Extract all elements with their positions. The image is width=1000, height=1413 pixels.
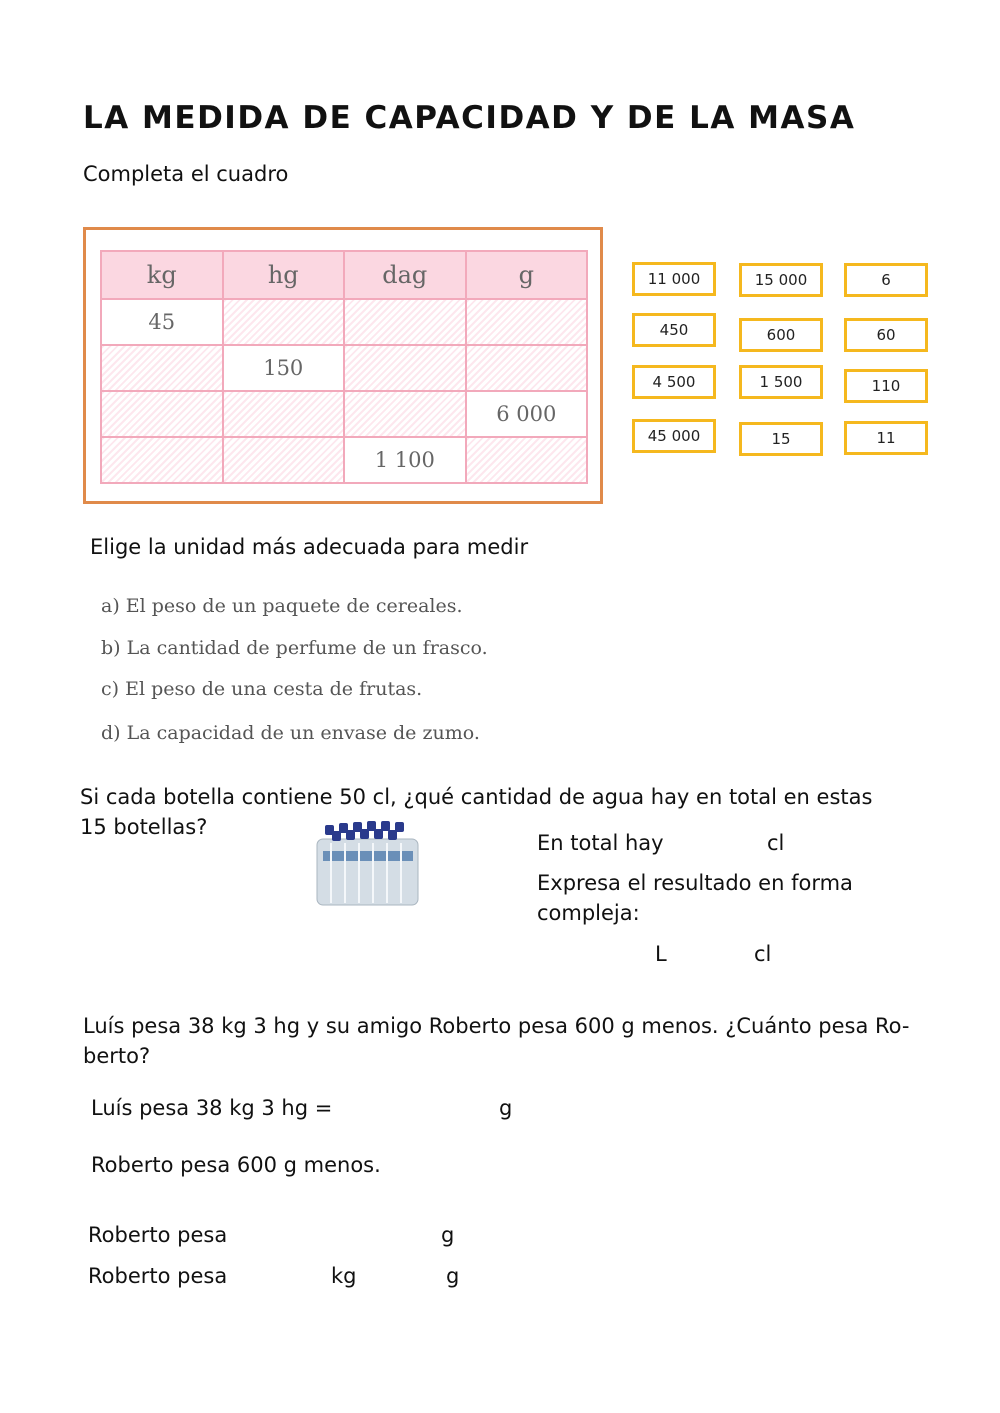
table-drop-cell[interactable] (223, 391, 345, 437)
roberto-weight-unit-kg: kg (331, 1264, 357, 1288)
bottles-question-line2: 15 botellas? (80, 815, 208, 839)
roberto-weight-label-1: Roberto pesa (88, 1223, 228, 1247)
table-cell: 45 (101, 299, 223, 345)
roberto-less-label: Roberto pesa 600 g menos. (91, 1153, 381, 1177)
header-dag: dag (344, 251, 466, 299)
list-item: c) El peso de una cesta de frutas. (101, 678, 423, 700)
luis-weight-unit: g (499, 1096, 513, 1120)
mass-units-table (100, 250, 588, 484)
weight-question-line1: Luís pesa 38 kg 3 hg y su amigo Roberto pesa 600 g menos. ¿Cuánto pesa Ro- (83, 1014, 910, 1038)
table-drop-cell[interactable] (101, 437, 223, 483)
total-unit-cl: cl (767, 831, 785, 855)
table-drop-cell[interactable] (101, 391, 223, 437)
table-drop-cell[interactable] (223, 437, 345, 483)
answer-chip[interactable]: 45 000 (632, 419, 716, 453)
answer-chip[interactable]: 11 000 (632, 262, 716, 296)
header-hg: hg (223, 251, 345, 299)
answer-chip[interactable]: 1 500 (739, 365, 823, 399)
answer-chip[interactable]: 60 (844, 318, 928, 352)
instruction-choose-unit: Elige la unidad más adecuada para medir (90, 535, 529, 559)
unit-l: L (655, 942, 667, 966)
table-cell: 6 000 (466, 391, 588, 437)
unit-cl: cl (754, 942, 772, 966)
roberto-weight-label-2: Roberto pesa (88, 1264, 228, 1288)
header-kg: kg (101, 251, 223, 299)
weight-question-line2: berto? (83, 1044, 151, 1068)
table-row (101, 391, 587, 437)
answer-chip[interactable]: 450 (632, 313, 716, 347)
water-bottle-pack-icon (315, 817, 420, 909)
list-item: a) El peso de un paquete de cereales. (101, 595, 463, 617)
list-item: b) La cantidad de perfume de un frasco. (101, 637, 488, 659)
luis-weight-label: Luís pesa 38 kg 3 hg = (91, 1096, 333, 1120)
answer-chip[interactable]: 15 (739, 422, 823, 456)
table-header-row (101, 251, 587, 299)
complex-form-line1: Expresa el resultado en forma (537, 871, 853, 895)
table-drop-cell[interactable] (466, 299, 588, 345)
total-label: En total hay (537, 831, 664, 855)
table-drop-cell[interactable] (466, 345, 588, 391)
page-title: LA MEDIDA DE CAPACIDAD Y DE LA MASA (83, 100, 856, 136)
answer-chip[interactable]: 110 (844, 369, 928, 403)
table-row (101, 437, 587, 483)
table-drop-cell[interactable] (101, 345, 223, 391)
table-drop-cell[interactable] (344, 299, 466, 345)
roberto-weight-unit-g-2: g (446, 1264, 460, 1288)
table-drop-cell[interactable] (466, 437, 588, 483)
table-drop-cell[interactable] (223, 299, 345, 345)
header-g: g (466, 251, 588, 299)
table-drop-cell[interactable] (344, 391, 466, 437)
answer-chip[interactable]: 4 500 (632, 365, 716, 399)
table-row (101, 299, 587, 345)
answer-chip[interactable]: 15 000 (739, 263, 823, 297)
table-cell: 150 (223, 345, 345, 391)
instruction-complete-table: Completa el cuadro (83, 162, 289, 186)
table-drop-cell[interactable] (344, 345, 466, 391)
bottles-question-line1: Si cada botella contiene 50 cl, ¿qué cantidad de agua hay en total en estas (80, 785, 873, 809)
table-row (101, 345, 587, 391)
table-cell: 1 100 (344, 437, 466, 483)
answer-chip[interactable]: 11 (844, 421, 928, 455)
roberto-weight-unit-g-1: g (441, 1223, 455, 1247)
list-item: d) La capacidad de un envase de zumo. (101, 722, 480, 744)
answer-chip[interactable]: 600 (739, 318, 823, 352)
answer-chip[interactable]: 6 (844, 263, 928, 297)
complex-form-line2: compleja: (537, 901, 640, 925)
